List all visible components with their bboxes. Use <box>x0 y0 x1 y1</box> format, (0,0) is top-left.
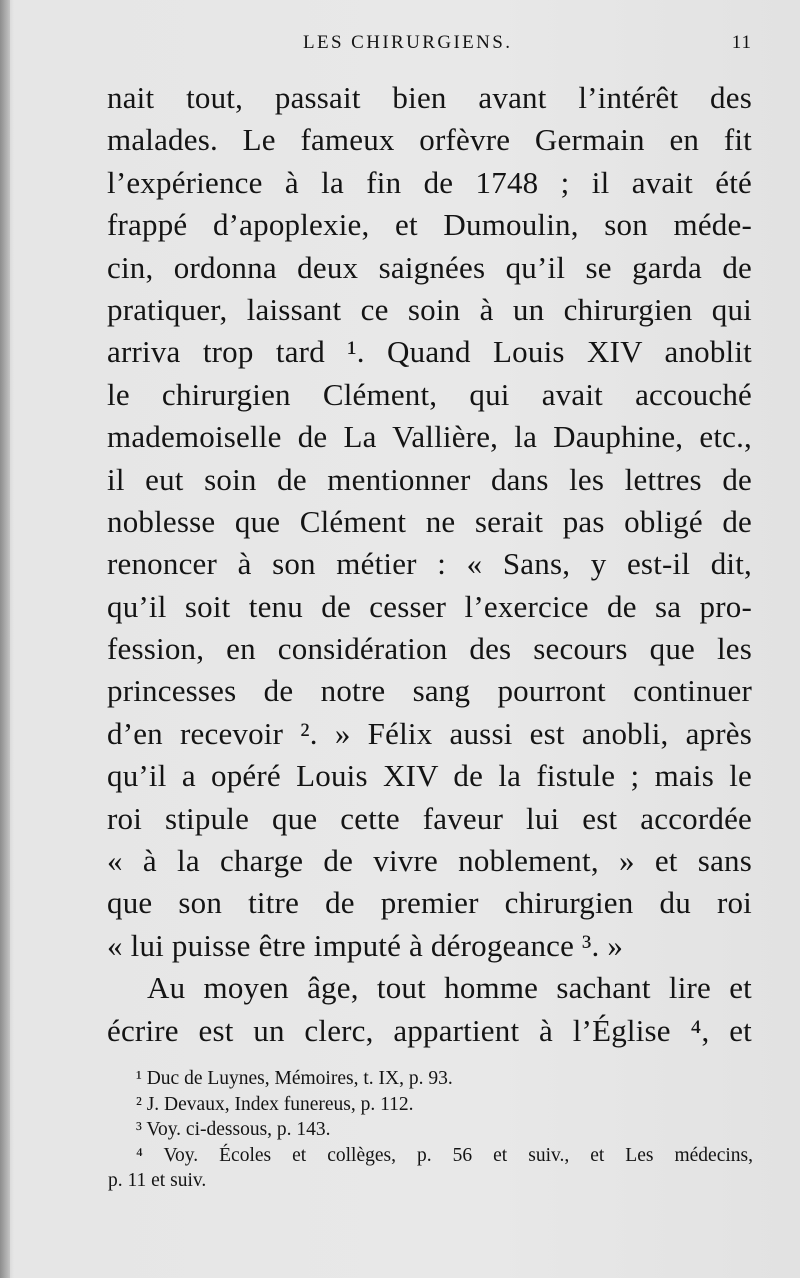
footnote: ² J. Devaux, Index funereus, p. 112. <box>136 1093 414 1115</box>
text-line: roi stipule que cette faveur lui est accordée <box>107 800 752 836</box>
footnote-continuation: p. 11 et suiv. <box>108 1170 207 1191</box>
text-line: pratiquer, laissant ce soin à un chirurgien qui <box>107 291 752 327</box>
text-line: noblesse que Clément ne serait pas obligé de <box>107 503 752 539</box>
footnote: ³ Voy. ci-dessous, p. 143. <box>136 1119 331 1140</box>
text-line: fession, en considération des secours que les <box>107 631 752 667</box>
page-spine-shadow <box>0 0 10 1278</box>
text-line: princesses de notre sang pourront continuer <box>107 673 752 709</box>
text-line: arriva trop tard ¹. Quand Louis XIV anoblit <box>107 334 752 370</box>
text-line: il eut soin de mentionner dans les lettres de <box>107 461 752 497</box>
text-line: renoncer à son métier : « Sans, y est-il dit, <box>107 546 752 582</box>
running-title: LES CHIRURGIENS. <box>303 32 513 53</box>
text-line: qu’il soit tenu de cesser l’exercice de sa pro- <box>107 588 752 624</box>
page-number: 11 <box>731 32 752 53</box>
text-line: « à la charge de vivre noblement, » et sans <box>107 843 752 879</box>
footnotes <box>108 1066 753 1194</box>
body-text <box>107 77 752 1052</box>
text-line: mademoiselle de La Vallière, la Dauphine, etc., <box>107 419 752 455</box>
text-line-paragraph-start: Au moyen âge, tout homme sachant lire et <box>147 970 752 1006</box>
text-line: frappé d’apoplexie, et Dumoulin, son méde- <box>107 207 752 243</box>
text-line: malades. Le fameux orfèvre Germain en fit <box>107 122 752 158</box>
text-line: écrire est un clerc, appartient à l’Église ⁴, et <box>107 1012 752 1048</box>
text-line: que son titre de premier chirurgien du roi <box>107 885 752 921</box>
text-line: cin, ordonna deux saignées qu’il se garda de <box>107 249 752 285</box>
page-header <box>105 30 752 60</box>
text-line: le chirurgien Clément, qui avait accouché <box>107 376 752 412</box>
footnote: ⁴ Voy. Écoles et collèges, p. 56 et suiv., et Les médecins, <box>136 1144 753 1166</box>
text-line: qu’il a opéré Louis XIV de la fistule ; mais le <box>107 758 752 794</box>
text-line: l’expérience à la fin de 1748 ; il avait été <box>107 164 752 200</box>
footnote: ¹ Duc de Luynes, Mémoires, t. IX, p. 93. <box>136 1068 453 1089</box>
text-line: d’en recevoir ². » Félix aussi est anobli, après <box>107 715 752 751</box>
text-line: « lui puisse être imputé à dérogeance ³. » <box>107 927 624 963</box>
text-line: nait tout, passait bien avant l’intérêt des <box>107 80 752 115</box>
